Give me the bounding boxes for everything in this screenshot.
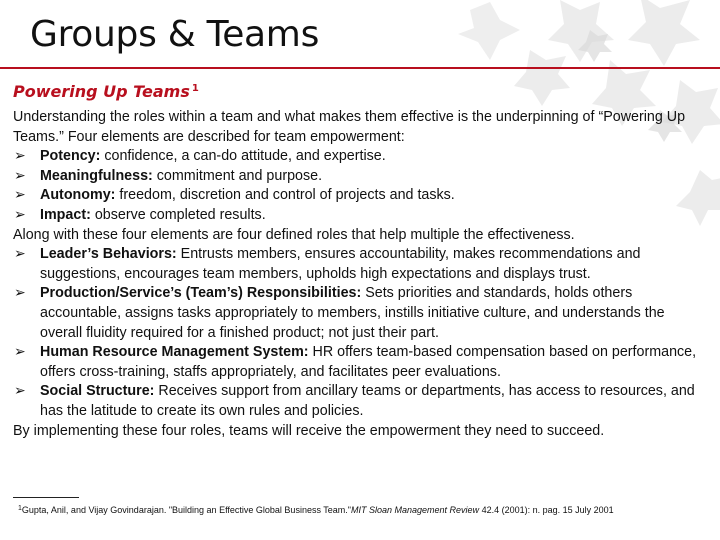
role-text: Entrusts members, ensures accountability, makes recommendations and suggestions, encourages team members, upholds high expectations and displays trust. [40,246,641,282]
arrow-bullet-icon: ➢ [14,285,26,302]
title-divider [0,67,720,69]
footnote-citation: Gupta, Anil, and Vijay Govindarajan. "Building an Effective Global Business Team." [21,505,351,515]
element-item [13,147,703,167]
closing-paragraph: By implementing these four roles, teams will receive the empowerment they need to succeed. [13,422,605,439]
footnote-ref: 1 [18,505,22,512]
section-subtitle [13,82,199,101]
arrow-bullet-icon: ➢ [14,187,26,204]
element-term: Meaningfulness: [40,167,153,184]
footnote-details: 42.4 (2001): n. pag. 15 July 2001 [479,505,614,515]
arrow-bullet-icon: ➢ [14,344,26,361]
element-item [13,206,703,226]
role-item [13,382,703,421]
subtitle-text: Powering Up Teams [13,82,190,101]
footnote-journal: MIT Sloan Management Review [351,505,480,515]
element-text: confidence, a can-do attitude, and expertise. [100,148,386,165]
arrow-bullet-icon: ➢ [14,167,26,184]
subtitle-footnote-ref: 1 [191,83,199,94]
element-text: freedom, discretion and control of projects and tasks. [115,187,455,204]
body-content [13,108,703,441]
role-term: Production/Service’s (Team’s) Responsibilities: [40,285,362,302]
slide-title: Groups & Teams [30,14,320,55]
role-term: Social Structure: [40,383,155,400]
arrow-bullet-icon: ➢ [14,246,26,263]
role-term: Leader’s Behaviors: [40,246,177,263]
role-term: Human Resource Management System: [40,344,309,361]
role-text: Sets priorities and standards, holds others accountable, assigns tasks appropriately to members, instills initiative culture, and understands the overall fluidity required for a finished product; not just their part. [40,285,665,341]
role-text: HR offers team-based compensation based on performance, offers cross-training, staffs appropriately, and facilitates peer evaluations. [40,344,697,380]
element-term: Autonomy: [40,187,116,204]
element-item [13,167,703,187]
arrow-bullet-icon: ➢ [14,383,26,400]
footnote [18,503,678,516]
role-item [13,245,703,284]
role-item [13,284,703,343]
intro-paragraph: Understanding the roles within a team and what makes them effective is the underpinning of “Powering Up Teams.” Four elements are described for team empowerment: [13,109,686,145]
roles-intro-paragraph: Along with these four elements are four defined roles that help multiple the effectiveness. [13,226,575,243]
role-item [13,343,703,382]
arrow-bullet-icon: ➢ [14,206,26,223]
element-text: observe completed results. [90,206,266,223]
element-term: Impact: [40,206,91,223]
footnote-divider [13,497,79,498]
element-item [13,186,703,206]
element-term: Potency: [40,148,101,165]
role-text: Receives support from ancillary teams or departments, has access to resources, and has the latitude to create its own rules and policies. [40,383,695,419]
arrow-bullet-icon: ➢ [14,148,26,165]
element-text: commitment and purpose. [152,167,323,184]
